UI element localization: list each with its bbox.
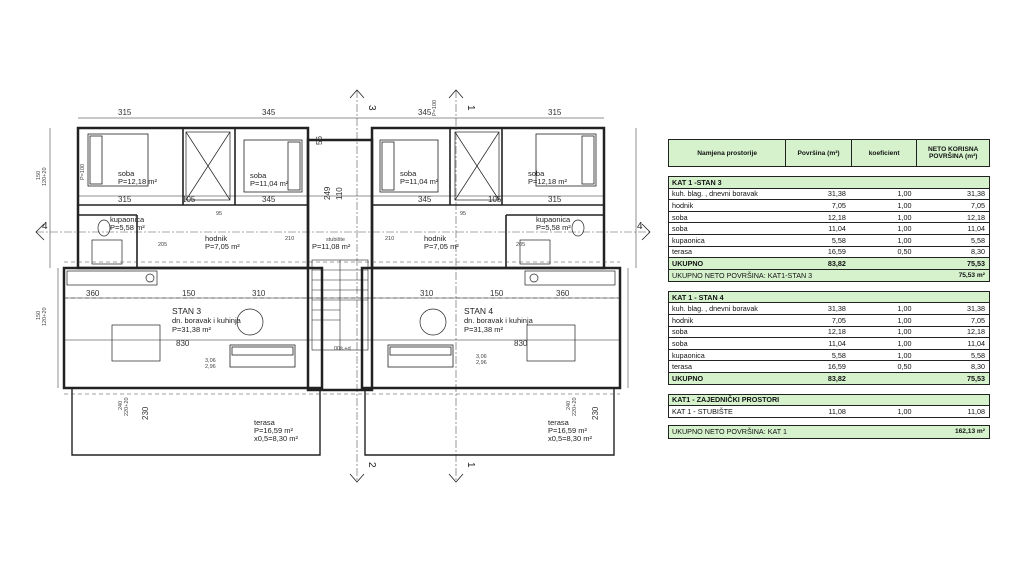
dim-95-r: 95 (460, 211, 467, 217)
cell-area: 16,59 (827, 362, 846, 372)
area-table (668, 139, 990, 439)
table-row (669, 223, 989, 235)
cell-name: KAT 1 - STUBIŠTE (672, 406, 733, 416)
cell-name: soba (672, 327, 688, 337)
cell-name: soba (672, 212, 688, 222)
dim-150-l: 150 (182, 289, 196, 298)
cell-net: 11,04 (967, 338, 985, 348)
dim-830-l: 830 (176, 339, 190, 348)
cell-area: 11,04 (828, 338, 846, 348)
cell-area: 5,58 (831, 235, 846, 245)
dim-110: 110 (335, 187, 344, 200)
dim-56: 56 (315, 136, 324, 145)
room-soba-l1: soba (118, 169, 135, 178)
header-namjena: Namjena prostorije (669, 140, 786, 166)
cell-coef: 1,00 (897, 189, 912, 199)
door-240-r: 240 (566, 400, 572, 410)
cell-coef: 1,00 (897, 212, 912, 222)
total-net: 75,53 (967, 258, 985, 268)
kitchen-counters (67, 271, 615, 285)
room-kupaonica-l: kupaonica (110, 215, 145, 224)
dim-315-l: 315 (118, 108, 132, 117)
cell-name: soba (672, 224, 688, 234)
cell-net: 7,05 (971, 200, 985, 210)
room-soba-r1: soba (400, 169, 417, 178)
header-neto: NETO KORISNA POVRŠINA (m²) (928, 146, 979, 160)
cell-net: 12,18 (967, 212, 985, 222)
cell-area: 16,59 (827, 247, 846, 257)
cell-net: 8,30 (971, 362, 985, 372)
common-title: KAT1 - ZAJEDNIČKI PROSTORI (672, 395, 780, 405)
door-220-r: 220+20 (572, 397, 578, 416)
cell-coef: 1,00 (897, 406, 912, 416)
room-soba-r1-area: P=11,04 m² (400, 177, 439, 186)
grand-total-row (668, 425, 990, 439)
cell-name: kuh. blag. , dnevni boravak (672, 189, 758, 199)
cell-coef: 1,00 (897, 327, 912, 337)
stan4-total-row (669, 373, 989, 384)
room-stan4-area: P=31,38 m² (464, 325, 503, 334)
dim-345-r2: 345 (418, 195, 432, 204)
cell-name: soba (672, 338, 688, 348)
stan4-block (668, 291, 990, 385)
cell-coef: 0,50 (897, 362, 912, 372)
dim-230-l: 230 (141, 406, 150, 420)
cell-net: 31,38 (967, 189, 985, 199)
cell-area: 12,18 (827, 327, 846, 337)
cell-name: terasa (672, 362, 692, 372)
room-soba-l2-area: P=11,04 m² (250, 179, 289, 188)
stan4-title-row (669, 292, 989, 304)
room-soba-l2: soba (250, 171, 267, 180)
section-label-4-right: 4 (637, 221, 643, 232)
room-terasa-l: terasa (254, 418, 275, 427)
table-row (669, 212, 989, 224)
dim-315-r: 315 (548, 108, 562, 117)
cell-coef: 1,00 (897, 315, 912, 325)
cell-coef: 1,00 (897, 338, 912, 348)
staircase (312, 260, 368, 350)
room-terasa-r-coef: x0,5=8,30 m² (548, 434, 592, 443)
cell-name: kupaonica (672, 350, 705, 360)
opening-left-120: 120+20 (42, 167, 48, 186)
total-label: UKUPNO (672, 258, 704, 268)
grand-total-label: UKUPNO NETO POVRŠINA: KAT 1 (672, 427, 788, 437)
dim-205-l: 205 (158, 242, 168, 248)
table-row (669, 327, 989, 339)
cell-area: 7,05 (831, 315, 846, 325)
table-row (669, 235, 989, 247)
dim-310-r: 310 (420, 289, 434, 298)
cell-area: 11,04 (828, 224, 846, 234)
cell-area: 7,05 (831, 200, 846, 210)
window-p100-l: P=100 (80, 163, 86, 180)
dim-345-l2: 345 (262, 195, 276, 204)
dim-310-l: 310 (252, 289, 266, 298)
room-stan3-area: P=31,38 m² (172, 325, 211, 334)
common-title-row (669, 395, 989, 407)
room-kupaonica-l-area: P=5,58 m² (110, 223, 145, 232)
room-stan4-sub: dn. boravak i kuhinja (464, 316, 533, 325)
section-label-4-left: 4 (42, 221, 48, 232)
opening-left2-150: 150 (36, 310, 42, 320)
total-area: 83,82 (827, 258, 846, 268)
room-terasa-r-area: P=16,59 m² (548, 426, 587, 435)
room-hodnik-l-area: P=7,05 m² (205, 242, 240, 251)
cell-net: 11,08 (967, 406, 985, 416)
cell-area: 12,18 (827, 212, 846, 222)
terraces (72, 388, 614, 455)
cell-name: hodnik (672, 200, 694, 210)
hidden-lines (64, 262, 620, 394)
table-row (669, 406, 989, 417)
beds (88, 134, 596, 192)
cell-area: 31,38 (827, 189, 846, 199)
dim-360-l: 360 (86, 289, 100, 298)
door-240-l: 240 (118, 400, 124, 410)
cell-name: hodnik (672, 315, 694, 325)
table-header (668, 139, 990, 167)
height-296-r: 2,96 (476, 360, 487, 366)
room-soba-r2-area: P=12,18 m² (528, 177, 567, 186)
cell-coef: 1,00 (897, 304, 912, 314)
grand-total-value: 162,13 m² (954, 428, 985, 436)
stan3-block (668, 176, 990, 270)
dim-210-l: 210 (285, 236, 295, 242)
table-row (669, 338, 989, 350)
dim-230-r: 230 (591, 406, 600, 420)
door-220-l: 220+20 (124, 397, 130, 416)
cell-area: 31,38 (827, 304, 846, 314)
room-hodnik-l: hodnik (205, 234, 228, 243)
dim-95-l: 95 (216, 211, 223, 217)
total-net: 75,53 (967, 373, 985, 383)
cell-net: 12,18 (967, 327, 985, 337)
table-row (669, 361, 989, 373)
total-area: 83,82 (827, 373, 846, 383)
room-stan3-title: STAN 3 (172, 306, 202, 316)
cell-name: terasa (672, 247, 692, 257)
section-label-1b: 1 (465, 462, 476, 468)
stan3-title: KAT 1 -STAN 3 (672, 177, 722, 187)
header-povrsina: Površina (m²) (786, 140, 852, 166)
cell-coef: 1,00 (897, 200, 912, 210)
room-stan4-title: STAN 4 (464, 306, 494, 316)
room-stubiste-area: P=11,08 m² (312, 242, 351, 251)
room-soba-l1-area: P=12,18 m² (118, 177, 157, 186)
cell-coef: 1,00 (897, 350, 912, 360)
cell-net: 8,30 (971, 247, 985, 257)
cell-net: 11,04 (967, 224, 985, 234)
dim-105-r: 105 (488, 195, 502, 204)
section-label-3: 3 (366, 105, 377, 111)
room-kupaonica-r-area: P=5,58 m² (536, 223, 571, 232)
dim-360-r: 360 (556, 289, 570, 298)
dim-345-r: 345 (418, 108, 432, 117)
height-296-l: 2,96 (205, 364, 216, 370)
dim-210-r: 210 (385, 236, 395, 242)
table-row (669, 303, 989, 315)
cell-coef: 1,00 (897, 235, 912, 245)
dim-150-r: 150 (490, 289, 504, 298)
summary-label: UKUPNO NETO POVRŠINA: KAT1-STAN 3 (672, 270, 813, 280)
cell-net: 5,58 (971, 235, 985, 245)
room-terasa-l-area: P=16,59 m² (254, 426, 293, 435)
section-label-1: 1 (465, 105, 476, 111)
room-terasa-r: terasa (548, 418, 569, 427)
room-hodnik-r-area: P=7,05 m² (424, 242, 459, 251)
stan3-total-row (669, 258, 989, 269)
table-row (669, 247, 989, 259)
cell-name: kuh. blag. , dnevni boravak (672, 304, 758, 314)
stan3-title-row (669, 177, 989, 189)
dim-105-l: 105 (182, 195, 196, 204)
cell-coef: 1,00 (897, 224, 912, 234)
dim-205-r: 205 (516, 242, 526, 248)
height-306-r: 3,06 (476, 354, 487, 360)
level-note: 00ś.+d (334, 346, 351, 352)
dim-315-l2: 315 (118, 195, 132, 204)
cell-net: 5,58 (971, 350, 985, 360)
room-stubiste: stubište (326, 237, 345, 243)
room-stan3-sub: dn. boravak i kuhinja (172, 316, 241, 325)
table-row (669, 189, 989, 201)
dim-249: 249 (323, 186, 332, 200)
header-koeficient: koeficient (852, 140, 918, 166)
stan4-title: KAT 1 - STAN 4 (672, 292, 724, 302)
room-hodnik-r: hodnik (424, 234, 447, 243)
cell-net: 31,38 (967, 304, 985, 314)
common-block (668, 394, 990, 418)
dim-830-r: 830 (514, 339, 528, 348)
total-label: UKUPNO (672, 373, 704, 383)
stan3-summary-row (668, 270, 990, 282)
window-p100: P=100 (432, 99, 438, 116)
cell-area: 5,58 (831, 350, 846, 360)
table-row (669, 350, 989, 362)
opening-left-150: 150 (36, 170, 42, 180)
section-label-2: 2 (366, 462, 377, 468)
opening-left2-120: 120+20 (42, 307, 48, 326)
room-kupaonica-r: kupaonica (536, 215, 571, 224)
cell-coef: 0,50 (897, 247, 912, 257)
room-terasa-l-coef: x0,5=8,30 m² (254, 434, 298, 443)
cell-area: 11,08 (828, 406, 846, 416)
room-soba-r2: soba (528, 169, 545, 178)
dim-345-l: 345 (262, 108, 276, 117)
table-row (669, 315, 989, 327)
height-306-l: 3,06 (205, 358, 216, 364)
summary-value: 75,53 m² (958, 271, 985, 279)
cell-net: 7,05 (971, 315, 985, 325)
cell-name: kupaonica (672, 235, 705, 245)
table-row (669, 200, 989, 212)
dim-315-r2: 315 (548, 195, 562, 204)
